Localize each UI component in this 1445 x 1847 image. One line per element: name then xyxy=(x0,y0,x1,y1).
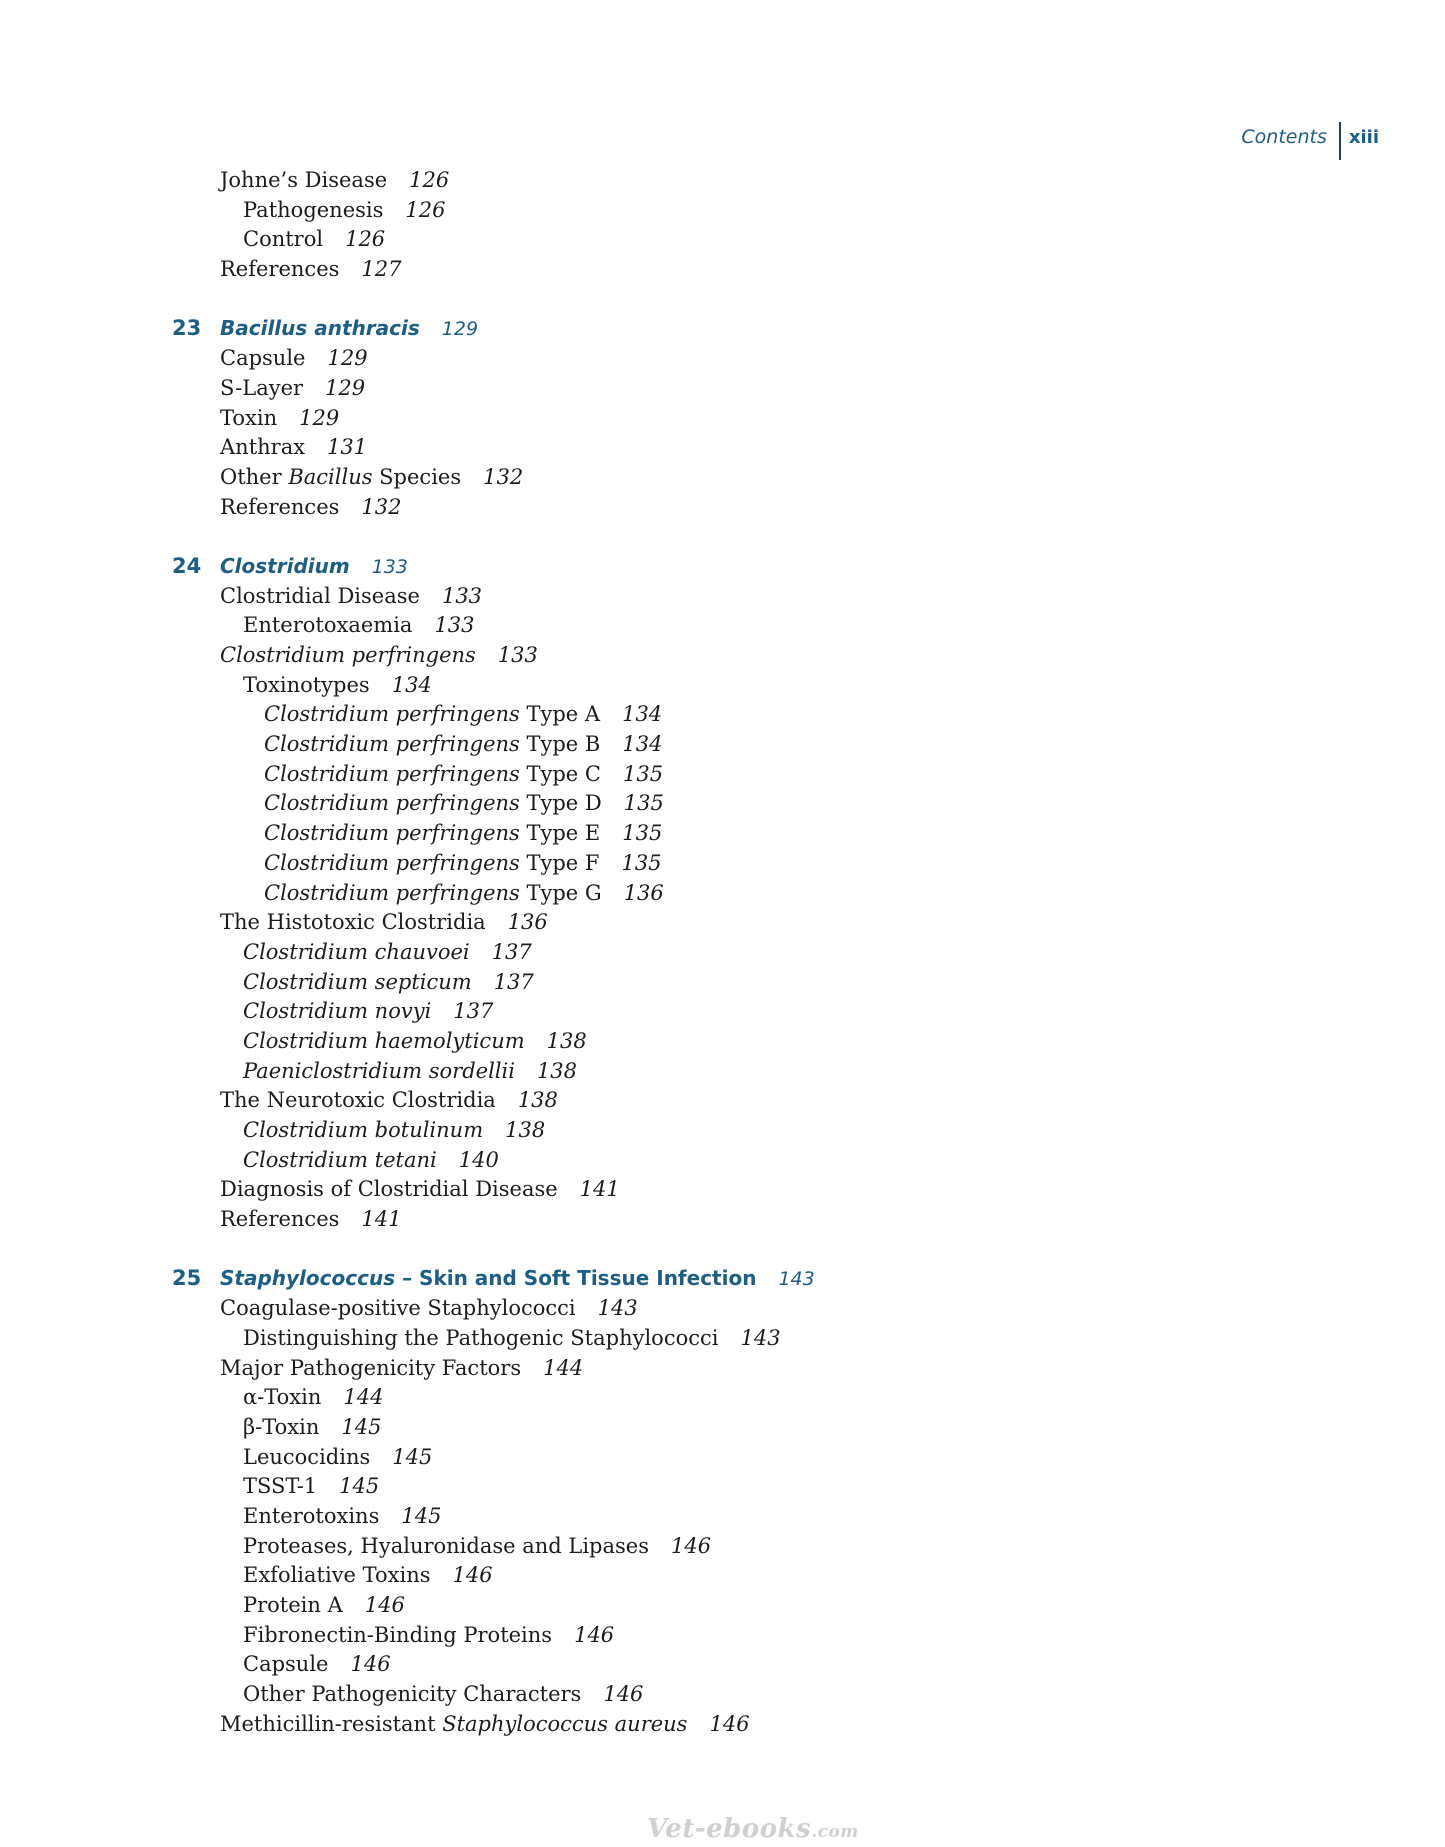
title-fragment: Clostridium septicum xyxy=(243,969,472,994)
toc-entry-text xyxy=(243,1383,383,1413)
title-fragment: Clostridium botulinum xyxy=(243,1118,484,1142)
page-ref: 126 xyxy=(409,168,450,192)
title-fragment: Type B xyxy=(519,732,601,757)
toc-entry[interactable] xyxy=(0,1146,1445,1176)
toc-entry-text xyxy=(220,344,368,374)
page-ref: 126 xyxy=(345,227,386,252)
title-fragment: β-Toxin xyxy=(243,1414,320,1439)
title-fragment: Type A xyxy=(519,702,601,727)
title-fragment: Clostridium perfringens xyxy=(264,702,520,727)
toc-gap xyxy=(0,522,1445,552)
title-fragment: Type E xyxy=(519,821,601,846)
toc-entry-text xyxy=(243,1650,391,1680)
toc-entry-text xyxy=(220,433,367,463)
toc-entry[interactable] xyxy=(0,879,1445,909)
toc-entry-text xyxy=(220,314,478,345)
toc-entry-text xyxy=(243,1532,711,1562)
page-ref: 133 xyxy=(371,555,408,578)
chapter-number: 25 xyxy=(172,1266,202,1291)
title-fragment: Major Pathogenicity Factors xyxy=(220,1355,522,1380)
watermark-logo xyxy=(647,1814,859,1844)
toc-entry[interactable] xyxy=(0,968,1445,998)
chapter-title xyxy=(220,316,420,340)
title-fragment: References xyxy=(220,257,340,282)
entry-title xyxy=(243,1029,525,1053)
chapter-title xyxy=(220,554,350,578)
title-fragment: Clostridium perfringens xyxy=(264,880,520,905)
page-ref: 145 xyxy=(401,1503,442,1528)
title-fragment: Distinguishing the Pathogenic Staphylococci xyxy=(243,1325,719,1350)
page-ref: 127 xyxy=(361,257,402,282)
toc-entry[interactable] xyxy=(0,1472,1445,1502)
entry-title xyxy=(220,435,305,459)
entry-title xyxy=(243,227,323,251)
toc-entry-text xyxy=(264,819,662,849)
page-ref: 126 xyxy=(405,197,446,222)
page-ref: 143 xyxy=(597,1296,638,1321)
toc-entry-text xyxy=(264,760,663,790)
title-fragment: Capsule xyxy=(243,1652,329,1677)
title-fragment: Enterotoxins xyxy=(243,1503,380,1528)
page-ref: 138 xyxy=(546,1028,587,1053)
title-fragment: The Neurotoxic Clostridia xyxy=(220,1088,496,1113)
page-ref: 132 xyxy=(483,464,524,489)
toc-entry[interactable] xyxy=(0,1324,1445,1354)
entry-title xyxy=(220,1712,687,1736)
toc-entry-text xyxy=(264,849,662,879)
page-ref: 145 xyxy=(392,1444,433,1469)
entry-title xyxy=(264,791,602,815)
page-ref: 129 xyxy=(327,346,368,371)
toc-entry[interactable] xyxy=(0,166,1445,196)
toc-entry-text xyxy=(220,1294,638,1324)
toc-entry-text xyxy=(220,166,449,196)
toc-entry-text xyxy=(243,1146,499,1176)
toc-entry[interactable] xyxy=(0,1650,1445,1680)
toc-entry-text xyxy=(243,1561,493,1591)
toc-entry[interactable] xyxy=(0,908,1445,938)
entry-title xyxy=(243,1445,370,1469)
entry-title xyxy=(264,881,602,905)
page-ref: 143 xyxy=(740,1325,781,1350)
title-fragment: Type C xyxy=(519,761,601,786)
toc-entry[interactable] xyxy=(0,1621,1445,1651)
toc-entry[interactable] xyxy=(0,1532,1445,1562)
toc-entry[interactable] xyxy=(0,1116,1445,1146)
title-fragment: Bacillus anthracis xyxy=(220,316,420,341)
page-ref: 133 xyxy=(434,613,475,638)
toc-entry-text xyxy=(243,1591,405,1621)
page-ref: 140 xyxy=(458,1147,499,1172)
toc-entry[interactable] xyxy=(0,196,1445,226)
toc-entry[interactable] xyxy=(0,641,1445,671)
toc-entry-text xyxy=(243,1027,587,1057)
page-ref: 131 xyxy=(327,435,368,460)
toc-entry-text xyxy=(220,1086,558,1116)
title-fragment: Clostridial Disease xyxy=(220,583,420,608)
entry-title xyxy=(243,999,431,1023)
title-fragment: Proteases, Hyaluronidase and Lipases xyxy=(243,1533,650,1558)
page-number: xiii xyxy=(1348,126,1379,148)
entry-title xyxy=(243,1623,552,1647)
page-ref: 135 xyxy=(622,761,664,786)
toc-entry-text xyxy=(243,671,432,701)
page-ref: 138 xyxy=(536,1058,578,1083)
entry-title xyxy=(220,1177,558,1201)
toc-entry[interactable] xyxy=(0,225,1445,255)
toc-entry-text xyxy=(220,1264,815,1295)
page-ref: 144 xyxy=(343,1385,384,1410)
title-fragment: Other xyxy=(220,464,289,489)
toc-entry[interactable] xyxy=(0,1175,1445,1205)
toc-entry-text xyxy=(243,938,532,968)
toc-entry[interactable] xyxy=(0,1680,1445,1710)
entry-title xyxy=(264,762,601,786)
toc-entry[interactable] xyxy=(0,493,1445,523)
toc-entry-text xyxy=(220,493,402,523)
toc-entry[interactable] xyxy=(0,1086,1445,1116)
page-ref: 146 xyxy=(603,1682,644,1707)
page-ref: 137 xyxy=(453,999,494,1024)
toc-entry[interactable] xyxy=(0,938,1445,968)
title-fragment: – Skin and Soft Tissue Infection xyxy=(395,1266,757,1291)
page-ref: 133 xyxy=(441,583,483,608)
toc-entry-text xyxy=(264,730,662,760)
title-fragment: Type F xyxy=(519,850,600,875)
page-ref: 134 xyxy=(391,672,432,697)
title-fragment: Other Pathogenicity Characters xyxy=(243,1682,582,1707)
title-fragment: Clostridium perfringens xyxy=(264,821,520,846)
toc-entry[interactable] xyxy=(0,1710,1445,1740)
toc-entry-text xyxy=(220,255,402,285)
entry-title xyxy=(220,257,339,281)
table-of-contents xyxy=(0,166,1445,1739)
page-ref: 146 xyxy=(574,1622,615,1647)
title-fragment: Toxin xyxy=(220,405,278,430)
entry-title xyxy=(264,821,600,845)
page-ref: 133 xyxy=(497,643,538,667)
page-ref: 137 xyxy=(493,969,534,994)
page-ref: 146 xyxy=(452,1563,493,1588)
entry-title xyxy=(243,1118,483,1142)
page-ref: 146 xyxy=(709,1711,750,1736)
toc-entry-text xyxy=(220,908,548,938)
entry-title xyxy=(264,702,600,726)
toc-entry[interactable] xyxy=(0,700,1445,730)
toc-gap xyxy=(0,285,1445,315)
title-fragment: Control xyxy=(243,227,324,252)
title-fragment: Protein A xyxy=(243,1593,343,1617)
toc-entry[interactable] xyxy=(0,789,1445,819)
title-fragment: α-Toxin xyxy=(243,1385,322,1410)
title-fragment: Species xyxy=(372,464,462,489)
page-ref: 141 xyxy=(361,1207,402,1232)
toc-entry-text xyxy=(220,1175,620,1205)
toc-entry[interactable] xyxy=(0,611,1445,641)
toc-entry[interactable] xyxy=(0,463,1445,493)
toc-entry[interactable] xyxy=(0,1413,1445,1443)
entry-title xyxy=(243,1415,319,1439)
toc-entry-text xyxy=(243,1413,381,1443)
toc-entry[interactable] xyxy=(0,760,1445,790)
page-ref: 138 xyxy=(505,1118,546,1142)
page-ref: 145 xyxy=(341,1414,382,1439)
watermark-suffix: .com xyxy=(811,1822,859,1842)
chapter-number: 23 xyxy=(172,316,202,341)
toc-entry-text xyxy=(220,582,482,612)
entry-title xyxy=(243,1593,343,1617)
toc-entry[interactable] xyxy=(0,404,1445,434)
title-fragment: Bacillus xyxy=(288,464,373,489)
toc-entry[interactable] xyxy=(0,1443,1445,1473)
page-ref: 129 xyxy=(299,405,340,430)
toc-entry-text xyxy=(243,997,493,1027)
title-fragment: Diagnosis of Clostridial Disease xyxy=(220,1177,558,1202)
entry-title xyxy=(220,376,303,400)
entry-title xyxy=(220,910,486,934)
title-fragment: Toxinotypes xyxy=(243,672,370,697)
entry-title xyxy=(243,1148,437,1172)
toc-entry[interactable] xyxy=(0,344,1445,374)
title-fragment: Type G xyxy=(519,880,602,905)
toc-entry-text xyxy=(264,700,662,730)
toc-entry[interactable] xyxy=(0,1205,1445,1235)
toc-entry[interactable] xyxy=(0,1294,1445,1324)
toc-entry[interactable] xyxy=(0,1354,1445,1384)
toc-entry[interactable] xyxy=(0,582,1445,612)
title-fragment: Coagulase-positive Staphylococci xyxy=(220,1296,576,1321)
title-fragment: Methicillin-resistant xyxy=(220,1711,443,1736)
entry-title xyxy=(243,1059,515,1083)
toc-entry-text xyxy=(220,463,523,493)
toc-entry[interactable] xyxy=(0,1057,1445,1087)
header-divider xyxy=(1339,122,1341,160)
toc-entry-text xyxy=(220,404,339,434)
toc-chapter-24[interactable] xyxy=(0,552,1445,582)
title-fragment: Clostridium perfringens xyxy=(264,761,520,786)
title-fragment: Clostridium perfringens xyxy=(264,791,520,816)
toc-entry-text xyxy=(243,1621,614,1651)
entry-title xyxy=(220,643,476,667)
title-fragment: Type D xyxy=(519,791,602,816)
entry-title xyxy=(220,465,461,489)
page-ref: 136 xyxy=(507,910,548,935)
toc-entry-text xyxy=(243,1057,577,1087)
title-fragment: Staphylococcus aureus xyxy=(442,1711,688,1736)
toc-entry[interactable] xyxy=(0,849,1445,879)
title-fragment: Clostridium tetani xyxy=(243,1147,437,1172)
toc-entry[interactable] xyxy=(0,1591,1445,1621)
entry-title xyxy=(243,198,383,222)
page-ref: 129 xyxy=(441,318,479,341)
entry-title xyxy=(243,1326,718,1350)
entry-title xyxy=(243,613,412,637)
toc-chapter-23[interactable] xyxy=(0,314,1445,344)
toc-entry-text xyxy=(220,1354,583,1384)
toc-entry-text xyxy=(243,1502,441,1532)
title-fragment: Clostridium novyi xyxy=(243,999,432,1024)
toc-entry-text xyxy=(243,1324,781,1354)
toc-entry-text xyxy=(264,879,664,909)
entry-title xyxy=(220,406,277,430)
title-fragment: Enterotoxaemia xyxy=(243,613,413,638)
page-ref: 129 xyxy=(325,375,366,400)
page-ref: 146 xyxy=(671,1533,712,1558)
toc-entry[interactable] xyxy=(0,997,1445,1027)
entry-title xyxy=(243,673,370,697)
toc-entry[interactable] xyxy=(0,1561,1445,1591)
entry-title xyxy=(243,1504,379,1528)
page-ref: 146 xyxy=(350,1652,391,1677)
entry-title xyxy=(220,1296,576,1320)
entry-title xyxy=(243,1652,328,1676)
page-ref: 138 xyxy=(517,1088,558,1113)
title-fragment: Staphylococcus xyxy=(220,1266,396,1291)
title-fragment: S-Layer xyxy=(220,375,304,400)
entry-title xyxy=(220,495,339,519)
toc-entry-text xyxy=(243,1443,432,1473)
toc-entry[interactable] xyxy=(0,433,1445,463)
entry-title xyxy=(243,1563,431,1587)
running-header xyxy=(1241,114,1379,160)
entry-title xyxy=(220,1356,521,1380)
entry-title xyxy=(220,1088,496,1112)
toc-entry[interactable] xyxy=(0,1502,1445,1532)
entry-title xyxy=(220,346,305,370)
page-ref: 137 xyxy=(491,939,532,964)
toc-entry[interactable] xyxy=(0,671,1445,701)
title-fragment: References xyxy=(220,494,340,519)
toc-entry[interactable] xyxy=(0,1027,1445,1057)
entry-title xyxy=(243,1474,317,1498)
title-fragment: TSST-1 xyxy=(243,1474,318,1499)
title-fragment: Clostridium xyxy=(220,553,350,578)
title-fragment: Pathogenesis xyxy=(243,197,384,222)
toc-entry-text xyxy=(220,641,538,671)
toc-entry[interactable] xyxy=(0,374,1445,404)
toc-entry[interactable] xyxy=(0,255,1445,285)
entry-title xyxy=(220,1207,339,1231)
running-header-section: Contents xyxy=(1241,126,1327,148)
title-fragment: Clostridium perfringens xyxy=(264,850,520,875)
entry-title xyxy=(243,1534,649,1558)
title-fragment: Exfoliative Toxins xyxy=(243,1563,431,1588)
title-fragment: Capsule xyxy=(220,346,306,371)
toc-entry-text xyxy=(243,1680,643,1710)
entry-title xyxy=(243,1682,581,1706)
page-ref: 136 xyxy=(623,880,664,905)
toc-entry-text xyxy=(243,1116,545,1146)
entry-title xyxy=(220,168,387,192)
entry-title xyxy=(243,1385,321,1409)
title-fragment: Clostridium perfringens xyxy=(264,732,520,757)
page-ref: 135 xyxy=(621,850,662,875)
page-ref: 145 xyxy=(339,1474,380,1499)
page-ref: 134 xyxy=(622,732,663,757)
toc-chapter-25[interactable] xyxy=(0,1264,1445,1294)
toc-gap xyxy=(0,1235,1445,1265)
title-fragment: Paeniclostridium sordellii xyxy=(243,1058,515,1083)
title-fragment: Fibronectin-Binding Proteins xyxy=(243,1622,553,1647)
toc-entry[interactable] xyxy=(0,730,1445,760)
page-ref: 135 xyxy=(622,821,663,846)
chapter-title xyxy=(220,1266,756,1290)
toc-entry[interactable] xyxy=(0,819,1445,849)
toc-entry-text xyxy=(220,1205,402,1235)
title-fragment: The Histotoxic Clostridia xyxy=(220,910,486,935)
toc-entry-text xyxy=(243,611,475,641)
title-fragment: Leucocidins xyxy=(243,1444,371,1469)
title-fragment: Clostridium perfringens xyxy=(220,643,476,667)
entry-title xyxy=(243,940,470,964)
watermark-name: Vet-ebooks xyxy=(647,1814,812,1844)
title-fragment: Clostridium chauvoei xyxy=(243,939,470,964)
toc-entry-text xyxy=(243,968,534,998)
page-ref: 144 xyxy=(543,1355,584,1380)
page-ref: 143 xyxy=(778,1268,815,1291)
title-fragment: Johne’s Disease xyxy=(220,168,388,192)
toc-entry-text xyxy=(264,789,664,819)
title-fragment: References xyxy=(220,1207,340,1232)
toc-entry-text xyxy=(220,374,365,404)
page-ref: 132 xyxy=(361,494,402,519)
entry-title xyxy=(220,584,420,608)
title-fragment: Clostridium haemolyticum xyxy=(243,1028,525,1053)
page-ref: 135 xyxy=(623,791,664,816)
toc-entry-text xyxy=(243,225,385,255)
entry-title xyxy=(264,851,599,875)
chapter-number: 24 xyxy=(172,553,202,578)
entry-title xyxy=(243,970,472,994)
toc-entry[interactable] xyxy=(0,1383,1445,1413)
toc-entry-text xyxy=(220,1710,750,1740)
title-fragment: Anthrax xyxy=(220,435,306,460)
toc-entry-text xyxy=(243,196,446,226)
page-ref: 146 xyxy=(364,1593,405,1617)
page-ref: 141 xyxy=(579,1177,620,1202)
entry-title xyxy=(264,732,600,756)
toc-entry-text xyxy=(243,1472,379,1502)
toc-entry-text xyxy=(220,552,408,583)
page-ref: 134 xyxy=(622,702,663,727)
